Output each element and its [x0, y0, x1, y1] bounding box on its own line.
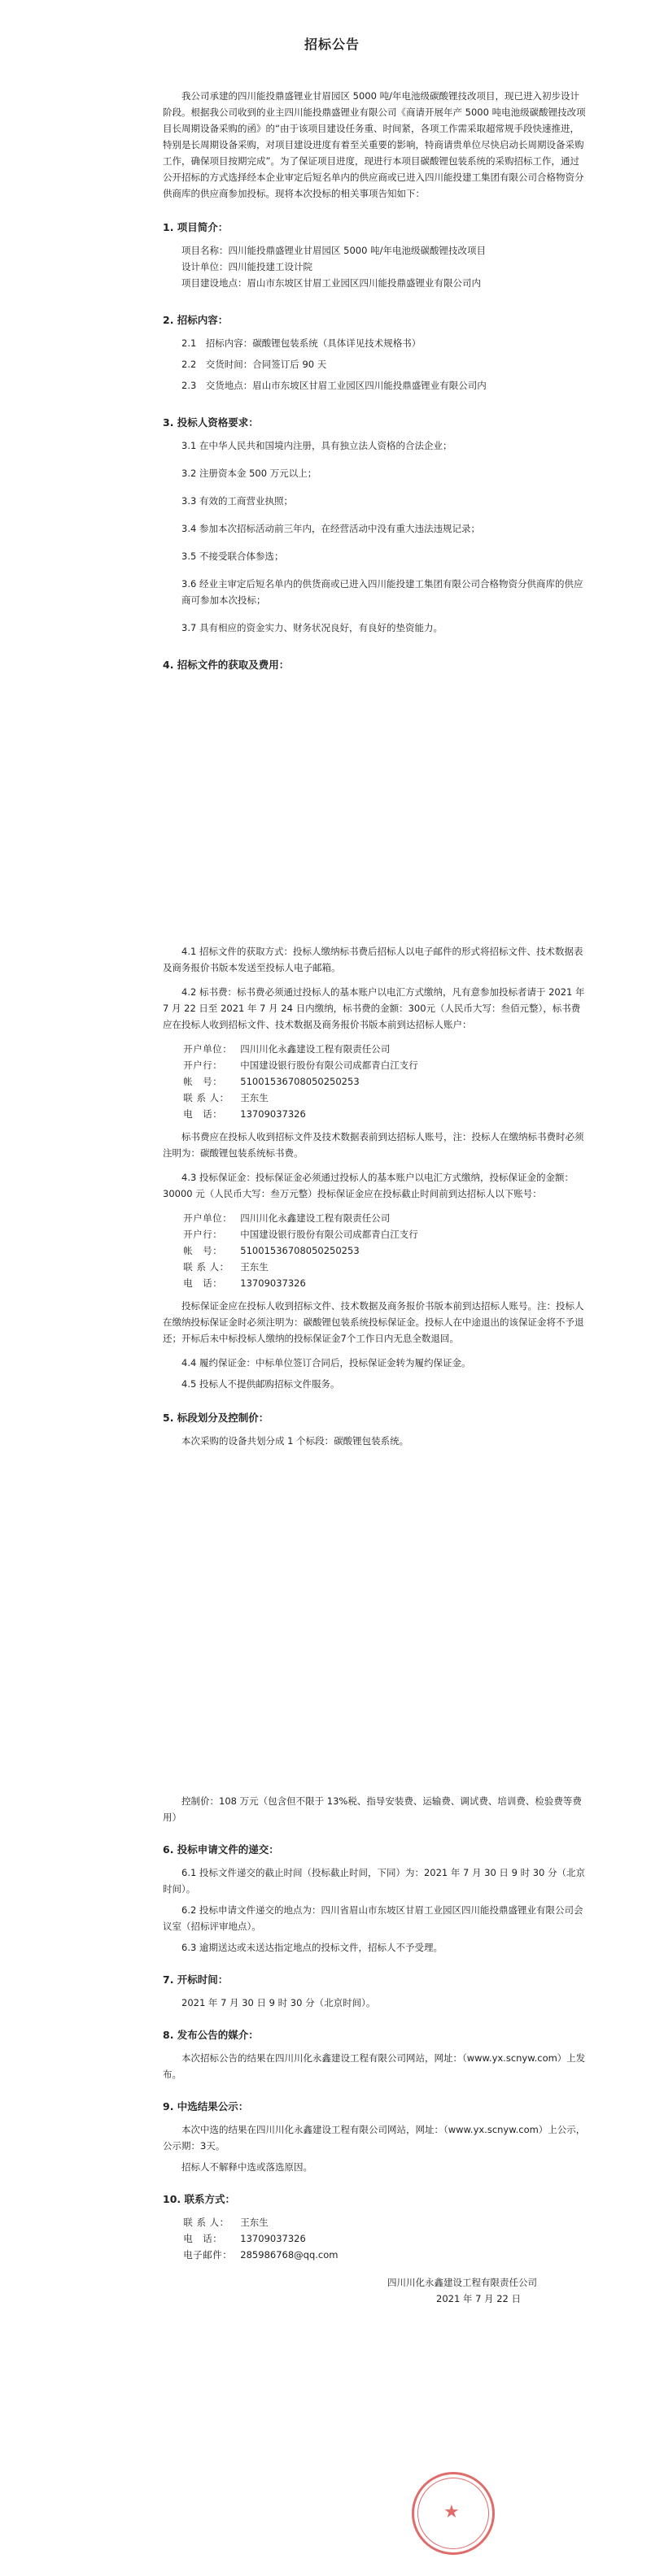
intro-paragraph: 我公司承建的四川能投鼎盛锂业甘眉园区 5000 吨/年电池级碳酸锂技改项目，现已进入初步设计阶段。根据我公司收到的业主四川能投鼎盛锂业有限公司《商请开展年产 5000 吨电池级碳酸锂技改项目长周期设备采购的函》的“由于该项目建设任务重、时间紧，各项工作需采取超常规手段快速推进，特别是长周期设备采购，对项目建设进度有着至关重要的影响，特商请贵单位尽快启动长周期设备采购工作，确保项目按期完成”。为了保证项目进度，现进行本项目碳酸锂包装系统的采购招标工作，通过公开招标的方式选择经本企业审定后短名单内的供应商或已进入四川能投建工集团有限公司合格物资分供商库的供应商参加投标。现将本次投标的相关事项告知如下： — [163, 90, 586, 199]
email-label: 电子邮件： — [183, 2249, 233, 2261]
page-1 — [0, 0, 664, 870]
project-designer: 设计单位：四川能投建工设计院 — [181, 261, 312, 272]
acct2-tel-value: 13709037326 — [240, 1277, 306, 1289]
contact-value: 王东生 — [240, 2217, 269, 2228]
acct1-bank-value: 中国建设银行股份有限公司成都青白江支行 — [240, 1060, 418, 1071]
section-10-title: 10. 联系方式： — [163, 2193, 235, 2205]
acct2-contact-row — [163, 1259, 586, 1275]
no-explanation: 招标人不解释中选或落选原因。 — [181, 2161, 312, 2173]
section-3-title: 3. 投标人资格要求： — [163, 416, 259, 429]
section-2-title: 2. 招标内容： — [163, 314, 229, 326]
acct1-bank-row — [163, 1057, 586, 1073]
acct1-no-label: 帐 号： — [183, 1076, 223, 1087]
acct1-contact-label: 联 系 人： — [183, 1092, 229, 1103]
acct1-no-row — [163, 1073, 586, 1090]
clause-4-1: 4.1 招标文件的获取方式：投标人缴纳标书费后招标人以电子邮件的形式将招标文件、技术数据表及商务报价书版本发送至投标人电子邮箱。 — [163, 946, 583, 973]
acct1-no-value: 51001536708050250253 — [240, 1076, 360, 1087]
bid-content-2-1: 2.1 招标内容：碳酸锂包装系统（具体详见技术规格书） — [181, 337, 422, 349]
acct2-no-label: 帐 号： — [183, 1245, 223, 1256]
project-name: 项目名称：四川能投鼎盛锂业甘眉园区 5000 吨/年电池级碳酸锂技改项目 — [181, 245, 486, 256]
page-2-body — [163, 943, 586, 1451]
qualification-3-6: 3.6 经业主审定后短名单内的供货商或已进入四川能投建工集团有限公司合格物资分供商库的供应商可参加本次投标； — [181, 578, 583, 606]
acct2-bank-label: 开户行： — [183, 1229, 223, 1240]
acct1-tel-label: 电 话： — [183, 1108, 223, 1120]
qualification-3-7: 3.7 具有相应的资金实力、财务状况良好，有良好的垫资能力。 — [181, 622, 443, 633]
tel-row — [163, 2230, 586, 2247]
submission-6-1: 6.1 投标文件递交的截止时间（投标截止时间，下同）为：2021 年 7 月 30 日 9 时 30 分（北京时间）。 — [163, 1867, 586, 1895]
acct2-bank-value: 中国建设银行股份有限公司成都青白江支行 — [240, 1229, 418, 1240]
email-row — [163, 2247, 586, 2263]
acct1-contact-value: 王东生 — [240, 1092, 269, 1103]
page-3 — [0, 1712, 664, 2576]
clause-4-2: 4.2 标书费：标书费必须通过投标人的基本账户以电汇方式缴纳，凡有意参加投标者请于 2021 年 7 月 22 日至 2021 年 7 月 24 日内缴纳，标书费的金额：300元（人民币大写：叁佰元整），标书费应在投标人收到招标文件、技术数据及商务报价书版本前到达招标人账户： — [163, 986, 585, 1030]
section-1-title: 1. 项目简介： — [163, 221, 229, 233]
project-location: 项目建设地点：眉山市东坡区甘眉工业园区四川能投鼎盛锂业有限公司内 — [181, 277, 481, 289]
acct2-tel-row — [163, 1275, 586, 1291]
bid-content-2-3: 2.3 交货地点：眉山市东坡区甘眉工业园区四川能投鼎盛锂业有限公司内 — [181, 380, 487, 391]
signature-company: 四川川化永鑫建设工程有限责任公司 — [387, 2277, 537, 2288]
section-5-lots: 本次采购的设备共划分成 1 个标段：碳酸锂包装系统。 — [181, 1435, 409, 1447]
section-9-title: 9. 中选结果公示： — [163, 2100, 249, 2113]
page-2 — [0, 870, 664, 1712]
section-6-title: 6. 投标申请文件的递交： — [163, 1843, 279, 1856]
seal-star-icon: ★ — [443, 2502, 460, 2522]
qualification-3-5: 3.5 不接受联合体参选； — [181, 550, 284, 562]
submission-6-2: 6.2 投标申请文件递交的地点为：四川省眉山市东坡区甘眉工业园区四川能投鼎盛锂业有限公司会议室（招标评审地点）。 — [163, 1904, 583, 1932]
acct1-tel-value: 13709037326 — [240, 1108, 306, 1120]
qualification-3-1: 3.1 在中华人民共和国境内注册，具有独立法人资格的合法企业； — [181, 440, 452, 451]
section-4-title: 4. 招标文件的获取及费用： — [163, 659, 290, 671]
acct2-name-row — [163, 1210, 586, 1226]
section-7-title: 7. 开标时间： — [163, 1973, 229, 1986]
clause-4-4: 4.4 履约保证金：中标单位签订合同后，投标保证金转为履约保证金。 — [181, 1357, 471, 1368]
page-3-body — [163, 1793, 586, 2307]
acct1-name-row — [163, 1041, 586, 1057]
acct1-contact-row — [163, 1090, 586, 1106]
section-5-title: 5. 标段划分及控制价： — [163, 1412, 269, 1424]
clause-4-5: 4.5 投标人不提供邮购招标文件服务。 — [181, 1378, 340, 1390]
acct1-tel-row — [163, 1106, 586, 1122]
qualification-3-4: 3.4 参加本次招标活动前三年内，在经营活动中没有重大违法违规记录； — [181, 523, 480, 534]
contact-label: 联 系 人： — [183, 2217, 229, 2228]
acct2-no-value: 51001536708050250253 — [240, 1245, 360, 1256]
tel-label: 电 话： — [183, 2233, 223, 2244]
result-publicity: 本次中选的结果在四川川化永鑫建设工程有限公司网站，网址：（www.yx.scnyw.com）上公示，公示期：3天。 — [163, 2124, 586, 2152]
section-8-title: 8. 发布公告的媒介： — [163, 2029, 259, 2041]
acct2-name-value: 四川川化永鑫建设工程有限责任公司 — [240, 1212, 391, 1224]
tel-value: 13709037326 — [240, 2233, 306, 2244]
acct1-name-value: 四川川化永鑫建设工程有限责任公司 — [240, 1043, 391, 1055]
contact-row — [163, 2214, 586, 2230]
bid-content-2-2: 2.2 交货时间：合同签订后 90 天 — [181, 359, 327, 370]
acct2-name-label: 开户单位： — [183, 1212, 233, 1224]
submission-6-3: 6.3 逾期送达或未送达指定地点的投标文件，招标人不予受理。 — [181, 1942, 443, 1953]
acct2-contact-label: 联 系 人： — [183, 1261, 229, 1273]
acct1-name-label: 开户单位： — [183, 1043, 233, 1055]
page-1-body — [163, 88, 586, 680]
company-seal-stamp — [412, 2472, 495, 2555]
clause-4-3-note: 投标保证金应在投标人收到招标文件、技术数据及商务报价书版本前到达招标人账号。注：投标人在缴纳投标保证金时必须注明为：碳酸锂包装系统投标保证金。投标人在中途退出的该保证金将不予退还；开标后未中标投标人缴纳的投标保证金7个工作日内无息全数退回。 — [163, 1300, 584, 1344]
qualification-3-2: 3.2 注册资本金 500 万元以上； — [181, 468, 317, 479]
acct2-tel-label: 电 话： — [183, 1277, 223, 1289]
doc-title: 招标公告 — [304, 37, 360, 52]
control-price: 控制价：108 万元（包含但不限于 13%税、指导安装费、运输费、调试费、培训费、检验费等费用） — [163, 1795, 582, 1823]
email-value: 285986768@qq.com — [240, 2249, 339, 2261]
acct2-bank-row — [163, 1226, 586, 1242]
acct1-bank-label: 开户行： — [183, 1060, 223, 1071]
publication-media: 本次招标公告的结果在四川川化永鑫建设工程有限公司网站，网址：（www.yx.scnyw.com）上发布。 — [163, 2052, 586, 2080]
bid-opening-time: 2021 年 7 月 30 日 9 时 30 分（北京时间）。 — [181, 1997, 376, 2008]
signature-date: 2021 年 7 月 22 日 — [436, 2293, 521, 2304]
acct2-no-row — [163, 1242, 586, 1259]
clause-4-2-note: 标书费应在投标人收到招标文件及技术数据表前到达招标人账号，注：投标人在缴纳标书费时必须注明为：碳酸锂包装系统标书费。 — [163, 1131, 584, 1159]
acct2-contact-value: 王东生 — [240, 1261, 269, 1273]
clause-4-3: 4.3 投标保证金：投标保证金必须通过投标人的基本账户以电汇方式缴纳，投标保证金的金额：30000 元（人民币大写：叁万元整）投标保证金应在投标截止时间前到达招标人以下账号： — [163, 1172, 574, 1199]
qualification-3-3: 3.3 有效的工商营业执照； — [181, 495, 293, 507]
